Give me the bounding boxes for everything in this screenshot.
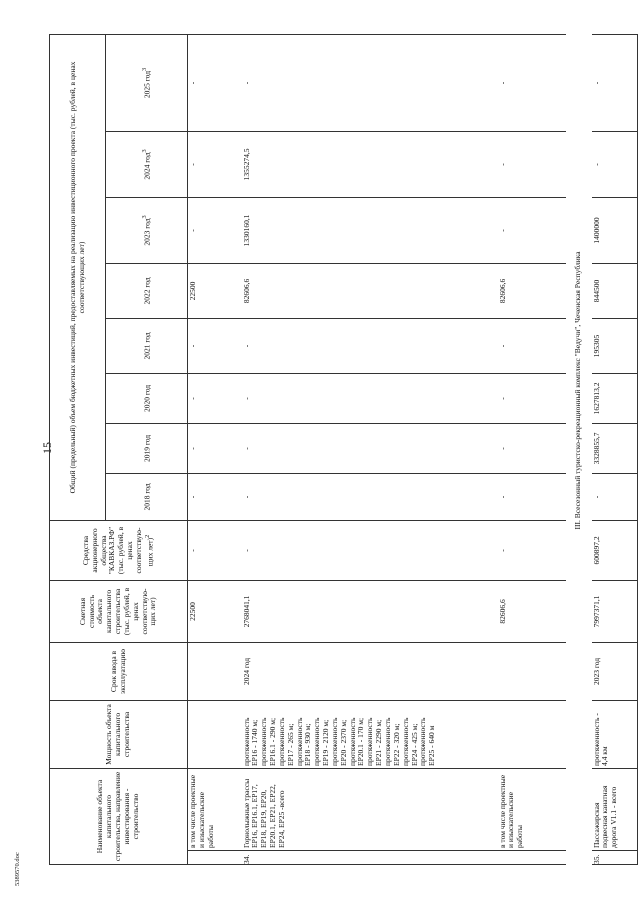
row-funds: - <box>242 520 498 580</box>
header-deadline: Срок ввода в эксплуатацию <box>50 642 188 700</box>
table-row <box>498 34 566 864</box>
footer-filename: 5389570.doc <box>14 852 21 886</box>
row-cost: 7997371,1 <box>592 580 638 642</box>
row-number: 34. <box>242 851 498 865</box>
row-year-value: - <box>242 473 498 520</box>
header-year: 2019 год <box>106 423 188 473</box>
investment-table <box>49 34 638 865</box>
row-year-value: - <box>188 423 242 473</box>
row-year-value: - <box>242 423 498 473</box>
row-year-value: - <box>498 318 566 373</box>
row-year-value: - <box>498 197 566 263</box>
row-year-value: - <box>188 34 242 131</box>
row-year-value: 1355274,5 <box>242 131 498 197</box>
row-year-value: - <box>498 373 566 423</box>
row-funds: - <box>498 520 566 580</box>
row-name: Горнолыжные трассы ЕР16, ЕР16.1, ЕР17, ЕР18, ЕР19, ЕР20, ЕР20.1, ЕР21, ЕР22, ЕР24, ЕР25 -всего <box>242 768 498 850</box>
row-name: в том числе проектные и изыскательские работы <box>188 768 242 850</box>
row-funds: - <box>188 520 242 580</box>
row-year-value: 82606,6 <box>242 263 498 318</box>
row-cost: 22500 <box>188 580 242 642</box>
row-funds: 600897,2 <box>592 520 638 580</box>
header-year: 2018 год <box>106 473 188 520</box>
row-capacity <box>498 700 566 768</box>
row-name: Пассажирская подвесная канатная дорога V1.1 - всего <box>592 768 638 850</box>
row-year-value: - <box>592 131 638 197</box>
row-capacity <box>188 700 242 768</box>
row-year-value: - <box>592 34 638 131</box>
row-year-value: 22500 <box>188 263 242 318</box>
row-year-value: - <box>188 131 242 197</box>
row-year-value: 195305 <box>592 318 638 373</box>
row-year-value: - <box>242 373 498 423</box>
row-year-value: - <box>242 34 498 131</box>
header-funds: Средства акционерного общества "КАВКАЗ.РФ" (тыс. рублей, в ценах соответствую-щих лет)$^2$ <box>50 520 188 580</box>
row-deadline: 2023 год <box>592 642 638 700</box>
table-row <box>188 34 242 864</box>
row-deadline: 2024 год <box>242 642 498 700</box>
table-row <box>242 34 498 864</box>
row-year-value: - <box>498 473 566 520</box>
header-year: 2020 год <box>106 373 188 423</box>
header-cost: Сметная стоимость объекта капитального строительства (тыс. рублей, в ценах соответствую-щих лет) <box>50 580 188 642</box>
row-year-value: 1400000 <box>592 197 638 263</box>
row-year-value: - <box>188 373 242 423</box>
row-year-value: 1330160,1 <box>242 197 498 263</box>
row-year-value: - <box>188 197 242 263</box>
row-year-value: - <box>498 131 566 197</box>
row-year-value: - <box>188 473 242 520</box>
row-year-value: 844500 <box>592 263 638 318</box>
row-cost: 2768041,1 <box>242 580 498 642</box>
page-number: 15 <box>40 442 54 454</box>
header-capacity: Мощность объекта капитального строительства <box>50 700 188 768</box>
row-deadline <box>498 642 566 700</box>
header-year: 2025 год$^3$ <box>106 34 188 131</box>
row-capacity: протяженность ЕР16 - 1740 м; протяженность ЕР16.1 - 290 м; протяженность ЕР17 - 265 м; протяженность ЕР18 - 930 м; протяженность ЕР19 - 2120 м; протяженность ЕР20 - 2370 м; протяженность ЕР20.1 - 170 м; протяженность ЕР21 - 2290 м; протяженность ЕР22 - 320 м; протяженность ЕР24 - 425 м; протяженность ЕР25 - 640 м <box>242 700 498 768</box>
header-year: 2022 год <box>106 263 188 318</box>
row-year-value: - <box>188 318 242 373</box>
section-row <box>566 34 592 864</box>
row-year-value: 1627813,2 <box>592 373 638 423</box>
row-year-value: - <box>498 423 566 473</box>
row-number <box>188 851 242 865</box>
row-capacity: протяженность - 4,4 км <box>592 700 638 768</box>
section-title: III. Всесезонный туристско-рекреационный комплекс "Ведучи", Чеченская Республика <box>573 251 583 530</box>
row-number: 35. <box>592 851 638 865</box>
header-year: 2023 год$^3$ <box>106 197 188 263</box>
row-year-value: - <box>242 318 498 373</box>
rotated-table-wrapper <box>49 35 639 865</box>
header-year: 2021 год <box>106 318 188 373</box>
row-cost: 82606,6 <box>498 580 566 642</box>
header-year: 2024 год$^3$ <box>106 131 188 197</box>
row-year-value: - <box>498 34 566 131</box>
row-year-value: 82606,6 <box>498 263 566 318</box>
row-year-value: - <box>592 473 638 520</box>
row-deadline <box>188 642 242 700</box>
row-year-value: 3328855,7 <box>592 423 638 473</box>
header-budget-group: Общий (предельный) объем бюджетных инвестиций, предоставляемых на реализацию инвестиционного проекта (тыс. рублей, в ценах соответствующих лет) <box>50 34 106 520</box>
header-name: Наименование объекта капитального строительства, направление инвестирования - строительство <box>50 768 188 864</box>
row-name: в том числе проектные и изыскательские работы <box>498 768 566 850</box>
table-row <box>592 34 638 864</box>
row-number <box>498 851 566 865</box>
